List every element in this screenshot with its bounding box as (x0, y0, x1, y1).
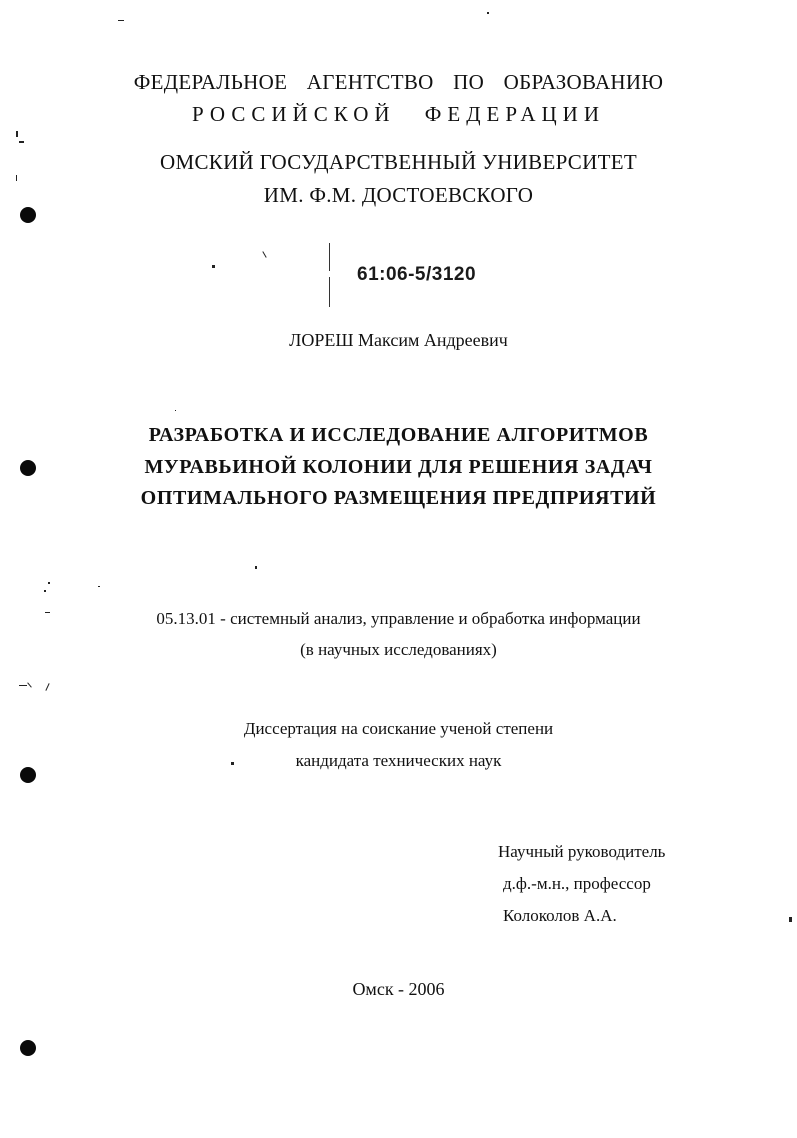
scan-speck (19, 685, 27, 686)
scan-speck (118, 20, 124, 21)
scan-speck (789, 917, 792, 922)
thesis-title-line-2: МУРАВЬИНОЙ КОЛОНИИ ДЛЯ РЕШЕНИЯ ЗАДАЧ (144, 456, 653, 478)
dissertation-line-1: Диссертация на соискание ученой степени (243, 719, 554, 738)
stamp-bar (329, 243, 330, 271)
author-name: ЛОРЕШ Максим Андреевич (289, 330, 508, 350)
catalog-code: 61:06-5/3120 (357, 264, 477, 285)
scan-speck (44, 590, 46, 592)
scan-speck (45, 683, 49, 691)
scan-speck (212, 265, 215, 268)
scan-speck (19, 141, 24, 143)
university-name-line-2: ИМ. Ф.М. ДОСТОЕВСКОГО (263, 183, 534, 207)
scan-speck (175, 410, 176, 411)
university-name-line-1: ОМСКИЙ ГОСУДАРСТВЕННЫЙ УНИВЕРСИТЕТ (160, 150, 637, 174)
thesis-title-line-1: РАЗРАБОТКА И ИССЛЕДОВАНИЕ АЛГОРИТМОВ (148, 424, 649, 446)
scan-speck (16, 131, 18, 137)
scan-speck (48, 582, 50, 584)
place-and-year: Омск - 2006 (352, 979, 445, 999)
scan-speck (98, 586, 100, 587)
dissertation-line-2: кандидата технических наук (295, 751, 502, 770)
punch-hole-4 (20, 1040, 36, 1056)
supervisor-degree: д.ф.-м.н., профессор (503, 874, 651, 893)
agency-name-line-1: ФЕДЕРАЛЬНОЕ АГЕНТСТВО ПО ОБРАЗОВАНИЮ (133, 70, 664, 94)
scan-speck (27, 682, 32, 687)
thesis-title-line-3: ОПТИМАЛЬНОГО РАЗМЕЩЕНИЯ ПРЕДПРИЯТИЙ (140, 487, 657, 509)
scan-speck (262, 251, 266, 258)
specialty-line-1: 05.13.01 - системный анализ, управление и обработка информации (156, 609, 641, 628)
agency-name-line-2: РОССИЙСКОЙ ФЕДЕРАЦИИ (192, 102, 605, 126)
scan-speck (255, 566, 257, 569)
punch-hole-1 (20, 207, 36, 223)
stamp-bar (329, 277, 330, 307)
supervisor-name: Колоколов А.А. (503, 906, 617, 925)
supervisor-role: Научный руководитель (498, 842, 666, 861)
specialty-line-2: (в научных исследованиях) (300, 640, 497, 659)
scan-speck (487, 12, 489, 14)
scan-speck (16, 175, 17, 181)
